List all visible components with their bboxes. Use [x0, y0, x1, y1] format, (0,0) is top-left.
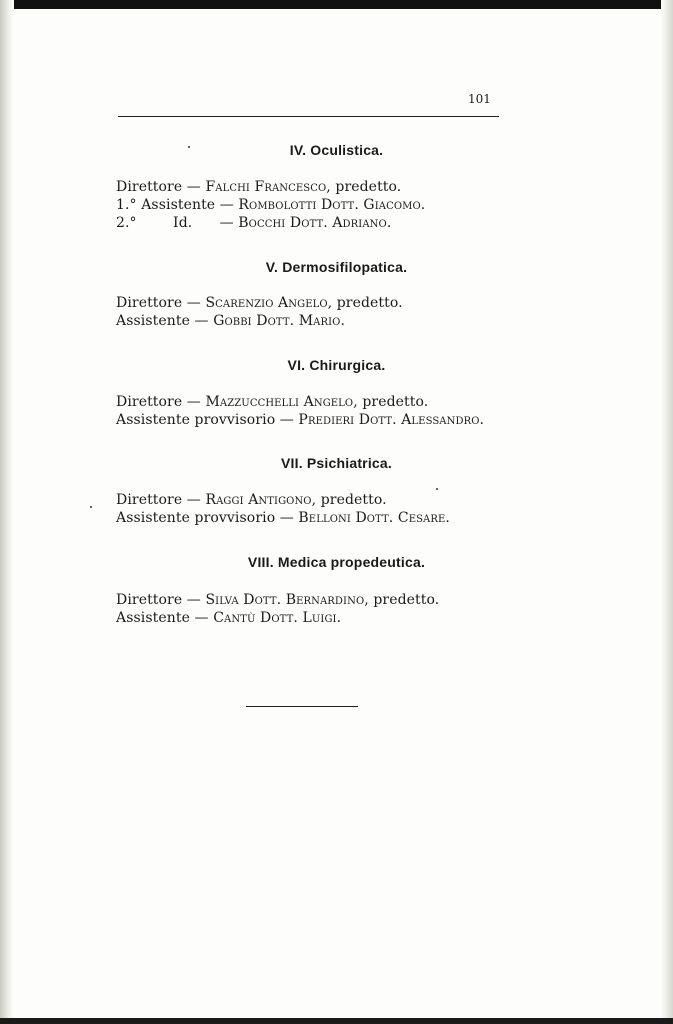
entry-suffix: , predetto. [311, 492, 387, 508]
section-title-oculistica: IV. Oculistica. [289, 142, 384, 158]
entry-name: Belloni Dott. Cesare [298, 510, 446, 526]
entry-name: Raggi Antigono [205, 492, 312, 508]
entry-suffix: . [336, 610, 342, 626]
entry-suffix: . [386, 215, 392, 231]
entry-name: Scarenzio Angelo [205, 295, 328, 311]
print-speck [436, 488, 438, 490]
page-bottom-edge [0, 1018, 673, 1024]
section-title-dermosifilopatica: V. Dermosifilopatica. [265, 259, 408, 275]
entry-line [116, 510, 450, 526]
print-speck [90, 506, 92, 508]
entry-name: Predieri Dott. Alessandro [298, 412, 480, 428]
entry-name: Gobbi Dott. Mario [213, 313, 341, 329]
closing-rule [246, 706, 358, 707]
entry-line [116, 592, 439, 608]
entry-line [116, 197, 425, 213]
entry-line [116, 313, 345, 329]
entry-line [116, 394, 428, 410]
entry-name: Rombolotti Dott. Giacomo [238, 197, 421, 213]
entry-suffix: , predetto. [327, 295, 403, 311]
entry-line [116, 610, 341, 626]
entry-suffix: , predetto. [364, 592, 440, 608]
entry-name: Bocchi Dott. Adriano [238, 215, 387, 231]
section-title-psichiatrica: VII. Psichiatrica. [281, 455, 392, 471]
entry-role: Direttore — [116, 394, 206, 410]
print-speck [188, 146, 190, 148]
entry-role: Assistente — [116, 313, 214, 329]
entry-suffix: . [445, 510, 450, 526]
entry-name: Mazzucchelli Angelo [205, 394, 354, 410]
entry-name: Silva Dott. Bernardino [205, 592, 365, 608]
entry-line [116, 215, 391, 231]
entry-line [116, 179, 401, 195]
entry-role: 1.° Assistente — [116, 197, 239, 213]
entry-role: Direttore — [116, 179, 206, 195]
entry-role: Assistente — [116, 610, 214, 626]
section-title-chirurgica: VI. Chirurgica. [287, 357, 386, 373]
entry-suffix: . [479, 412, 485, 428]
entry-role: 2.° Id. — [116, 215, 239, 231]
entry-name: Falchi Francesco [205, 179, 327, 195]
entry-suffix: . [420, 197, 426, 213]
entry-role: Assistente provvisorio — [116, 412, 299, 428]
entry-role: Direttore — [116, 592, 206, 608]
entry-line [116, 492, 387, 508]
entry-line [116, 295, 403, 311]
page-number: 101 [468, 92, 491, 106]
entry-suffix: , predetto. [353, 394, 429, 410]
entry-name: Cantù Dott. Luigi [213, 610, 337, 626]
entry-line [116, 412, 484, 428]
entry-suffix: . [340, 313, 346, 329]
page-top-edge [0, 0, 673, 9]
section-title-medica-propedeutica: VIII. Medica propedeutica. [247, 554, 426, 570]
entry-suffix: , predetto. [326, 179, 402, 195]
entry-role: Direttore — [116, 295, 206, 311]
header-rule [118, 116, 499, 117]
entry-role: Direttore — [116, 492, 206, 508]
entry-role: Assistente provvisorio — [116, 510, 299, 526]
